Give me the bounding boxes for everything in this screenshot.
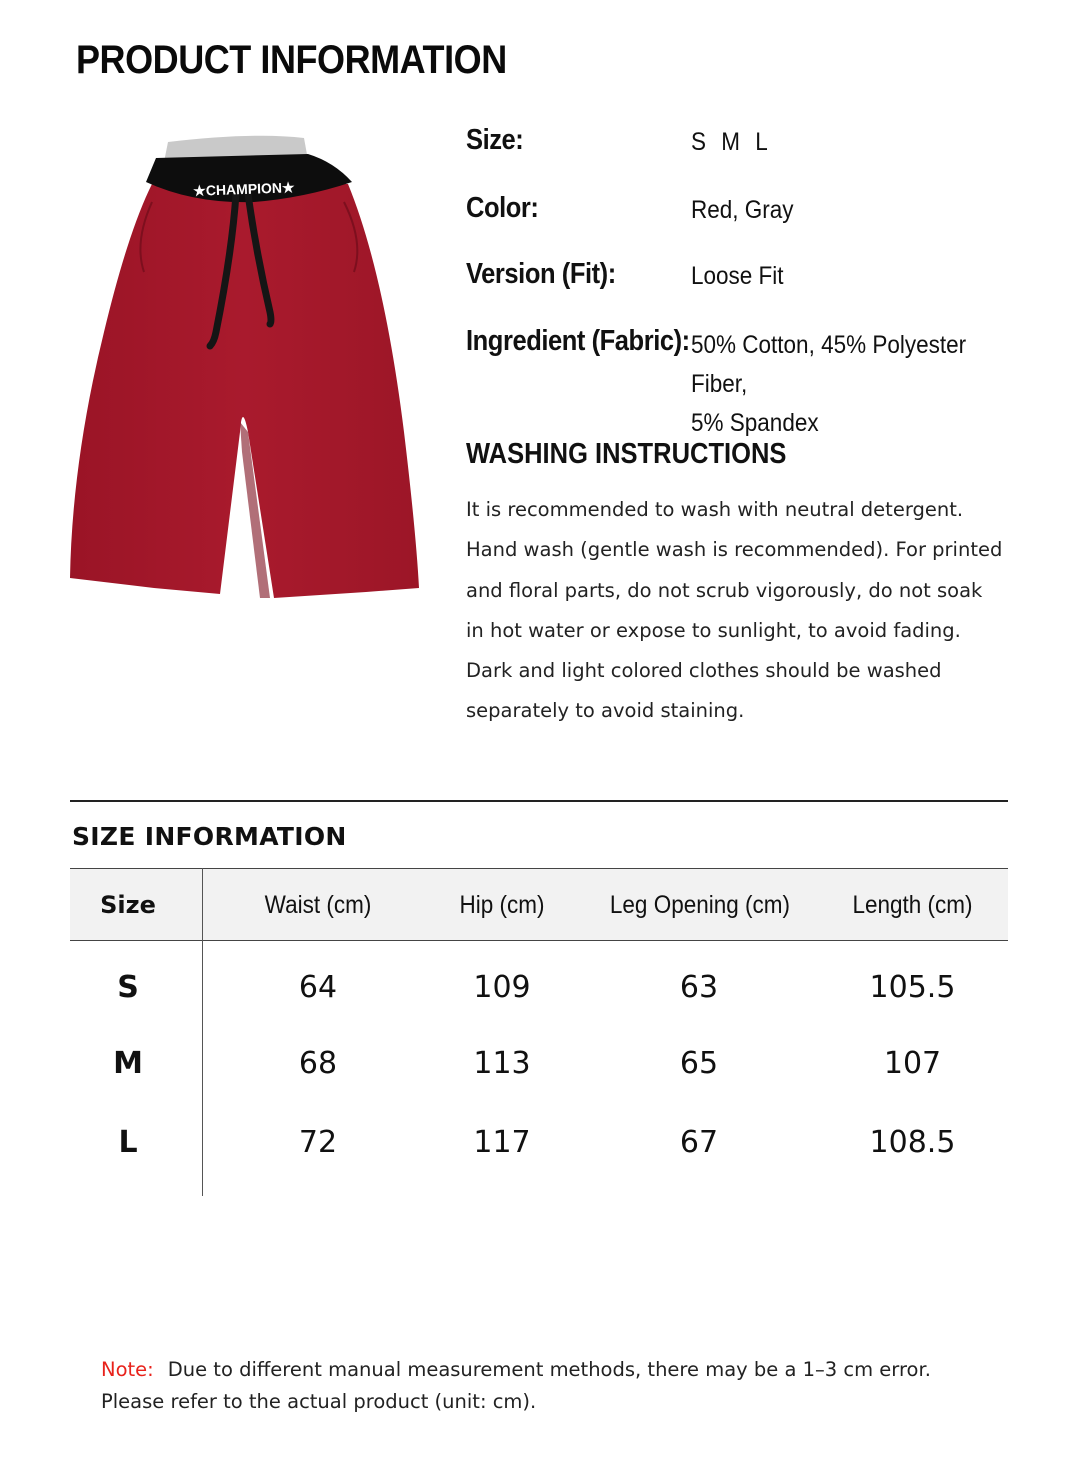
length-cell: 105.5 <box>869 970 956 1005</box>
washing-text <box>466 490 1026 732</box>
fit-value: Loose Fit <box>691 262 784 290</box>
waist-cell: 64 <box>298 970 338 1005</box>
product-image <box>64 132 424 604</box>
size-cell: L <box>118 1125 138 1160</box>
size-label: Size: <box>466 124 524 156</box>
logo-text: ★CHAMPION★ <box>192 179 295 199</box>
color-value: Red, Gray <box>691 196 794 224</box>
section-divider <box>70 800 1008 802</box>
measurement-note <box>101 1354 1021 1418</box>
table-row <box>70 950 1008 1026</box>
size-value: S M L <box>691 128 768 156</box>
leg-opening-cell: 65 <box>679 1046 719 1081</box>
washing-heading: WASHING INSTRUCTIONS <box>466 438 787 470</box>
fit-label: Version (Fit): <box>466 258 616 290</box>
note-line-1: Due to different manual measurement methods, there may be a 1–3 cm error. <box>167 1358 931 1381</box>
washing-line: Hand wash (gentle wash is recommended). For printed <box>466 538 1003 562</box>
washing-line: in hot water or expose to sunlight, to avoid fading. <box>466 618 961 642</box>
hip-cell: 109 <box>473 970 531 1005</box>
size-info-heading: SIZE INFORMATION <box>72 822 347 851</box>
size-cell: M <box>113 1046 143 1081</box>
table-row <box>70 1105 1008 1181</box>
column-header-length: Length (cm) <box>852 891 973 919</box>
waist-cell: 68 <box>298 1046 338 1081</box>
fabric-label: Ingredient (Fabric): <box>466 325 690 357</box>
size-cell: S <box>117 970 139 1005</box>
leg-opening-cell: 63 <box>679 970 719 1005</box>
length-cell: 107 <box>883 1046 942 1081</box>
washing-line: separately to avoid staining. <box>466 699 745 723</box>
fabric-line-2: 5% Spandex <box>691 409 819 437</box>
pants-body <box>70 184 419 598</box>
column-header-size: Size <box>100 891 156 919</box>
hip-cell: 113 <box>473 1046 531 1081</box>
washing-line: It is recommended to wash with neutral detergent. <box>466 498 964 521</box>
washing-line: and floral parts, do not scrub vigorously, do not soak <box>466 578 983 602</box>
waist-cell: 72 <box>298 1125 338 1160</box>
page-title: PRODUCT INFORMATION <box>76 38 507 82</box>
length-cell: 108.5 <box>869 1125 956 1160</box>
hip-cell: 117 <box>473 1125 531 1160</box>
color-label: Color: <box>466 192 539 224</box>
column-header-leg-opening: Leg Opening (cm) <box>609 891 790 919</box>
fabric-value <box>691 326 1024 443</box>
column-header-hip: Hip (cm) <box>459 891 545 919</box>
washing-line: Dark and light colored clothes should be washed <box>466 659 942 683</box>
size-table <box>70 868 1008 1196</box>
column-header-waist: Waist (cm) <box>264 891 372 919</box>
fabric-line-1: 50% Cotton, 45% Polyester Fiber, <box>691 331 967 398</box>
note-label: Note: <box>101 1358 154 1381</box>
table-header <box>70 868 1008 941</box>
note-line-2: Please refer to the actual product (unit: cm). <box>101 1390 537 1413</box>
table-row <box>70 1026 1008 1102</box>
leg-opening-cell: 67 <box>679 1125 719 1160</box>
